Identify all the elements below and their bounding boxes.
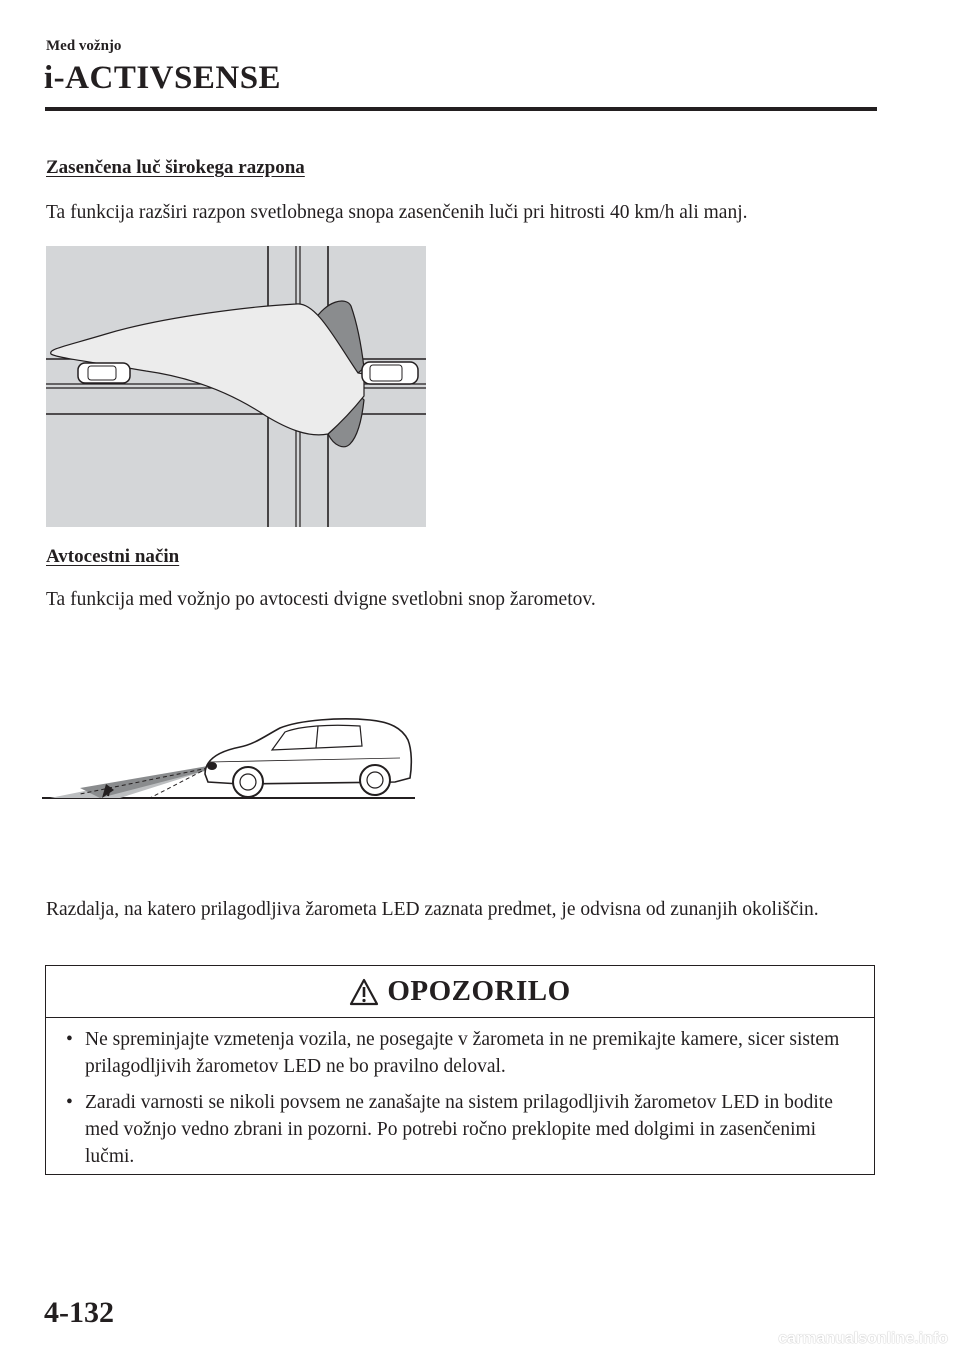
wide-beam-heading: Zasenčena luč širokega razpona [46,157,305,178]
highway-mode-car-illustration [40,700,420,810]
warning-list [66,1026,866,1179]
warning-item-text: Ne spreminjajte vzmetenja vozila, ne posegajte v žarometa in ne premikajte kamere, sicer sistem prilagodljivih žarometov LED ne bo pravilno deloval. [85,1029,840,1077]
car-left-icon [78,363,130,383]
header-divider [45,107,877,111]
highway-text: Ta funkcija med vožnjo po avtocesti dvigne svetlobni snop žarometov. [46,589,596,610]
watermark: carmanualsonline.info [778,1330,948,1347]
warning-triangle-icon [349,978,379,1006]
warning-item-text: Zaradi varnosti se nikoli povsem ne zanašajte na sistem prilagodljivih žarometov LED in bodite med vožnjo vedno zbrani in pozorni. Po potrebi ročno preklopite med dolgimi in zasenčenimi lučmi. [85,1092,833,1167]
warning-item [66,1089,866,1170]
car-right-icon [362,362,418,384]
bullet: • [66,1092,73,1113]
wide-beam-intersection-illustration [46,246,426,527]
warning-header [46,966,874,1018]
section-title: i-ACTIVSENSE [44,60,282,96]
bullet: • [66,1029,73,1050]
section-label: Med vožnjo [46,38,122,54]
distance-note: Razdalja, na katero prilagodljiva žarometa LED zaznata predmet, je odvisna od zunanjih okoliščin. [46,899,819,920]
wide-beam-text: Ta funkcija razširi razpon svetlobnega snopa zasenčenih luči pri hitrosti 40 km/h ali manj. [46,202,748,223]
page-number: 4-132 [44,1296,114,1329]
warning-title: OPOZORILO [387,975,571,1007]
highway-heading: Avtocestni način [46,546,180,567]
warning-item [66,1026,866,1080]
warning-box [45,965,875,1175]
